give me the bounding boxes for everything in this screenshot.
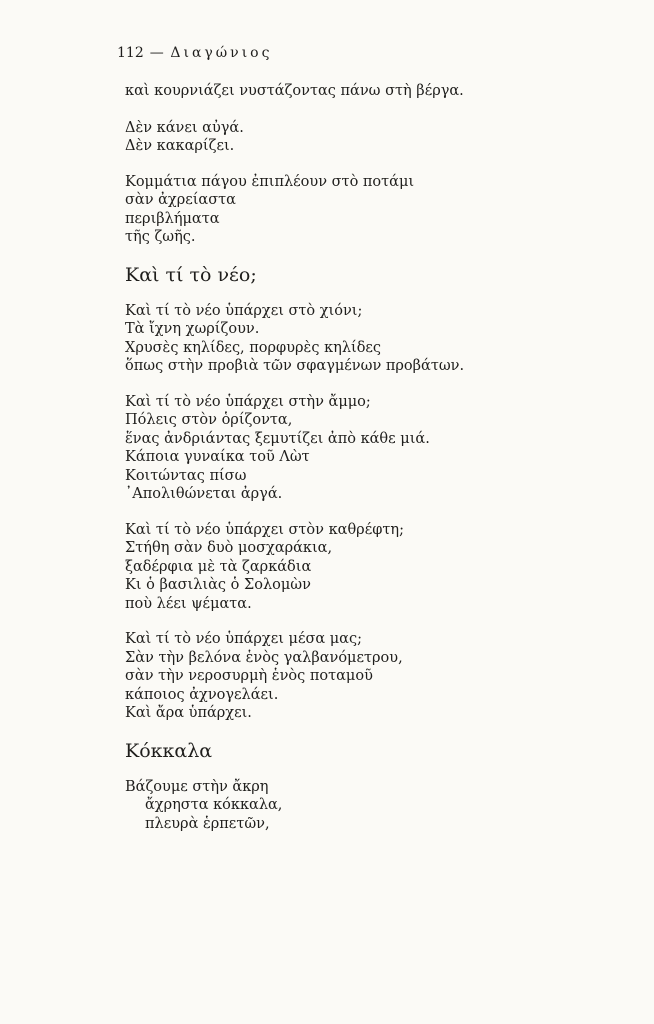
text-line: ἕνας ἀνδριάντας ξεμυτίζει ἀπὸ κάθε μιά.: [125, 430, 430, 447]
text-line: Κι ὁ βασιλιὰς ὁ Σολομὼν: [125, 577, 311, 593]
poem1-stanza-4: [125, 630, 625, 723]
stanza-b: [125, 173, 625, 247]
text-line: περιβλήματα: [125, 210, 220, 227]
text-line: Καὶ τί τὸ νέο ὑπάρχει στὴν ἄμμο;: [125, 393, 371, 410]
text-line: ἄχρηστα κόκκαλα,: [145, 797, 283, 813]
text-line: Στήθη σὰν δυὸ μοσχαράκια,: [125, 540, 333, 556]
text-line: ποὺ λέει ψέματα.: [125, 595, 252, 612]
opening-stanza: [125, 82, 625, 101]
poem1-stanza-1: [125, 302, 625, 376]
text-line: Καὶ τί τὸ νέο ὑπάρχει μέσα μας;: [125, 631, 362, 647]
text-line: Καὶ τί τὸ νέο ὑπάρχει στὸν καθρέφτη;: [125, 521, 404, 538]
text-line: Καὶ τί τὸ νέο ὑπάρχει στὸ χιόνι;: [125, 302, 363, 319]
poem1-stanza-2: [125, 393, 625, 504]
poem1-stanza-3: [125, 521, 625, 614]
page-header: [117, 45, 272, 61]
text-line: ᾿Απολιθώνεται ἀργά.: [125, 486, 283, 502]
text-line: Τὰ ἴχνη χωρίζουν.: [125, 321, 260, 337]
text-line: Καὶ ἄρα ὑπάρχει.: [125, 705, 252, 721]
poem-title: Κόκκαλα: [125, 739, 213, 762]
text-line: Δὲν κακαρίζει.: [125, 138, 235, 154]
header-dash: —: [149, 45, 165, 61]
text-line: Σὰν τὴν βελόνα ἑνὸς γαλβανόμετρου,: [125, 649, 403, 666]
stanza-a: [125, 119, 625, 156]
text-line: κάποιος ἀχνογελάει.: [125, 686, 279, 703]
text-line: σὰν τὴν νεροσυρμὴ ἑνὸς ποταμοῦ: [125, 668, 373, 684]
text-line: Βάζουμε στὴν ἄκρη: [125, 778, 269, 795]
text-line: ὅπως στὴν προβιὰ τῶν σφαγμένων προβάτων.: [125, 358, 465, 374]
text-line: τῆς ζωῆς.: [125, 229, 196, 245]
page-number: 112: [117, 45, 144, 61]
text-line: Πόλεις στὸν ὁρίζοντα,: [125, 412, 293, 428]
text-line: σὰν ἀχρείαστα: [125, 192, 236, 208]
text-line: Κοιτώντας πίσω: [125, 467, 247, 484]
text-line: πλευρὰ ἑρπετῶν,: [145, 815, 270, 832]
poem-title: Καὶ τί τὸ νέο;: [125, 263, 257, 286]
poem2-stanza-1: [125, 778, 625, 834]
page-content: [125, 82, 625, 850]
text-line: ξαδέρφια μὲ τὰ ζαρκάδια: [125, 558, 312, 575]
text-line: Κάποια γυναίκα τοῦ Λὼτ: [125, 449, 310, 465]
text-line: Κομμάτια πάγου ἐπιπλέουν στὸ ποτάμι: [125, 173, 415, 190]
text-line: καὶ κουρνιάζει νυστάζοντας πάνω στὴ βέργα.: [125, 83, 464, 99]
book-title: Διαγώνιος: [170, 45, 273, 61]
text-line: Δὲν κάνει αὐγά.: [125, 119, 244, 136]
text-line: Χρυσὲς κηλίδες, πορφυρὲς κηλίδες: [125, 339, 382, 356]
